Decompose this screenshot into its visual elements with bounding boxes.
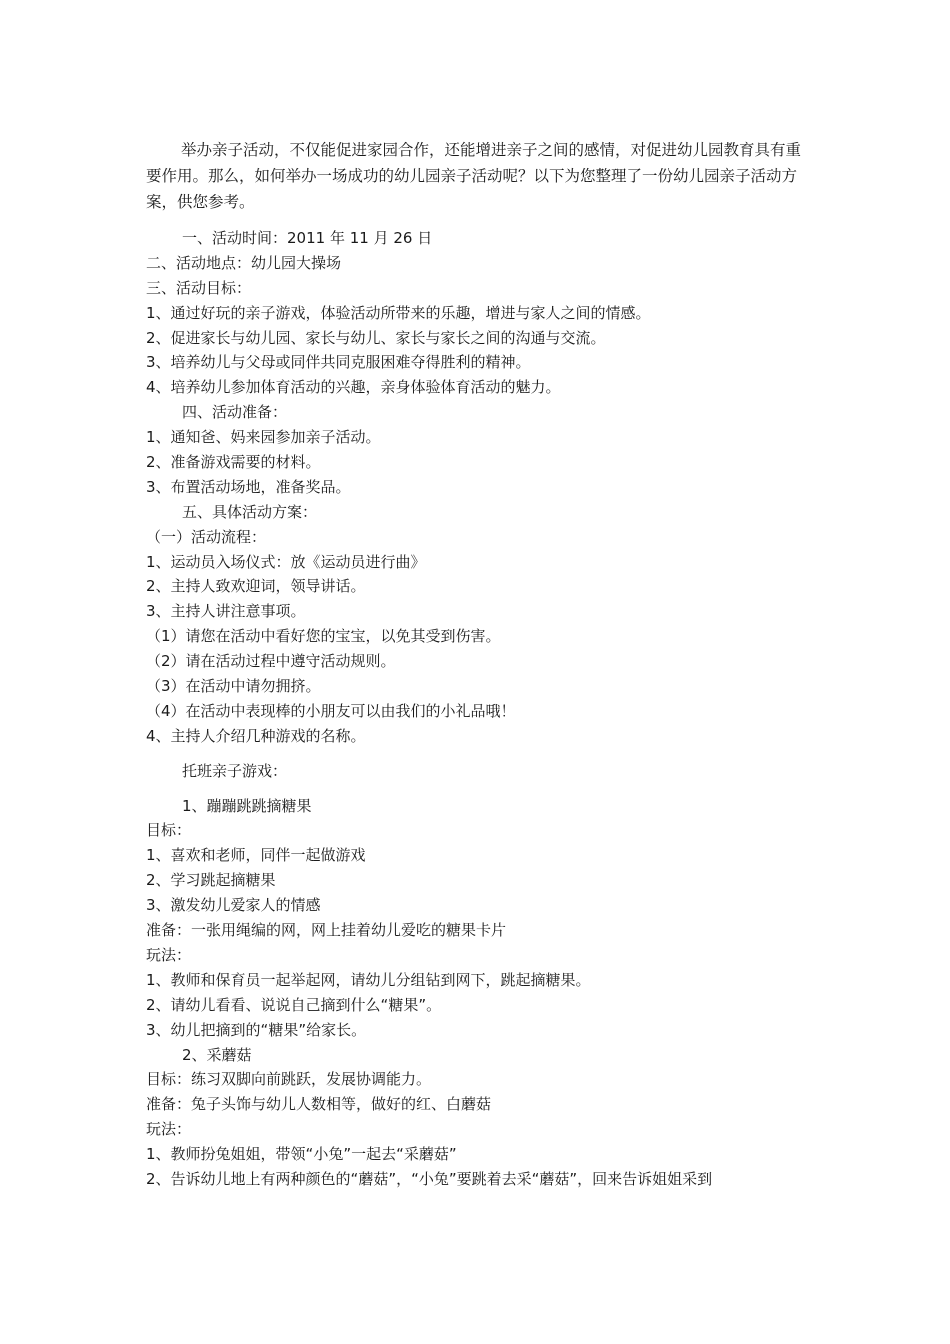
text-line: 3、布置活动场地，准备奖品。 xyxy=(146,477,351,496)
text-line: 目标：练习双脚向前跳跃，发展协调能力。 xyxy=(146,1070,432,1089)
text-line: 2、告诉幼儿地上有两种颜色的“蘑菇”，“小兔”要跳着去采“蘑菇”，回来告诉姐姐采到 xyxy=(146,1169,713,1188)
text-line: 1、运动员入场仪式：放《运动员进行曲》 xyxy=(146,552,426,571)
text-line: 3、幼儿把摘到的“糖果”给家长。 xyxy=(146,1020,367,1039)
text-line: 2、学习跳起摘糖果 xyxy=(146,871,276,890)
text-line: 1、喜欢和老师，同伴一起做游戏 xyxy=(146,846,366,865)
text-line: 1、教师扮兔姐姐，带领“小兔”一起去“采蘑菇” xyxy=(146,1145,457,1164)
text-line: 3、激发幼儿爱家人的情感 xyxy=(146,896,321,915)
text-line: 2、促进家长与幼儿园、家长与幼儿、家长与家长之间的沟通与交流。 xyxy=(146,328,606,347)
content-lines xyxy=(146,226,810,1192)
intro-paragraph: 举办亲子活动，不仅能促进家园合作，还能增进亲子之间的感情，对促进幼儿园教育具有重要作用。那么，如何举办一场成功的幼儿园亲子活动呢？以下为您整理了一份幼儿园亲子活动方案，供您参考。 xyxy=(146,141,802,211)
text-line: 玩法： xyxy=(146,1120,192,1139)
text-line: 4、主持人介绍几种游戏的名称。 xyxy=(146,726,366,745)
text-line: 五、具体活动方案： xyxy=(182,502,318,521)
text-line: （3）在活动中请勿拥挤。 xyxy=(146,677,321,696)
text-line: 一、活动时间：2011 年 11 月 26 日 xyxy=(182,229,433,247)
text-line: 2、请幼儿看看、说说自己摘到什么“糖果”。 xyxy=(146,995,442,1014)
text-line: 准备：兔子头饰与幼儿人数相等，做好的红、白蘑菇 xyxy=(146,1095,492,1114)
text-line: （4）在活动中表现棒的小朋友可以由我们的小礼品哦！ xyxy=(146,701,516,720)
text-line: （一）活动流程： xyxy=(146,527,267,546)
text-line: 托班亲子游戏： xyxy=(182,761,288,780)
text-line: （2）请在活动过程中遵守活动规则。 xyxy=(146,652,396,671)
text-line: 四、活动准备： xyxy=(182,403,288,422)
text-line: 1、蹦蹦跳跳摘糖果 xyxy=(182,796,312,815)
text-line: 2、主持人致欢迎词，领导讲话。 xyxy=(146,577,366,596)
text-line: 3、培养幼儿与父母或同伴共同克服困难夺得胜利的精神。 xyxy=(146,353,531,372)
document-page xyxy=(146,137,810,1192)
text-line: 2、准备游戏需要的材料。 xyxy=(146,453,321,472)
text-line: 准备：一张用绳编的网，网上挂着幼儿爱吃的糖果卡片 xyxy=(146,921,507,940)
text-line: 2、采蘑菇 xyxy=(182,1045,252,1064)
text-line: 1、通知爸、妈来园参加亲子活动。 xyxy=(146,428,381,447)
text-line: 目标： xyxy=(146,821,192,840)
text-line: 二、活动地点：幼儿园大操场 xyxy=(146,253,342,272)
text-line: （1）请您在活动中看好您的宝宝，以免其受到伤害。 xyxy=(146,627,501,646)
text-line: 1、教师和保育员一起举起网，请幼儿分组钻到网下，跳起摘糖果。 xyxy=(146,970,591,989)
text-line: 玩法： xyxy=(146,945,192,964)
text-line: 3、主持人讲注意事项。 xyxy=(146,602,306,621)
text-line: 4、培养幼儿参加体育活动的兴趣，亲身体验体育活动的魅力。 xyxy=(146,378,561,397)
text-line: 三、活动目标： xyxy=(146,278,252,297)
text-line: 1、通过好玩的亲子游戏，体验活动所带来的乐趣，增进与家人之间的情感。 xyxy=(146,303,651,322)
